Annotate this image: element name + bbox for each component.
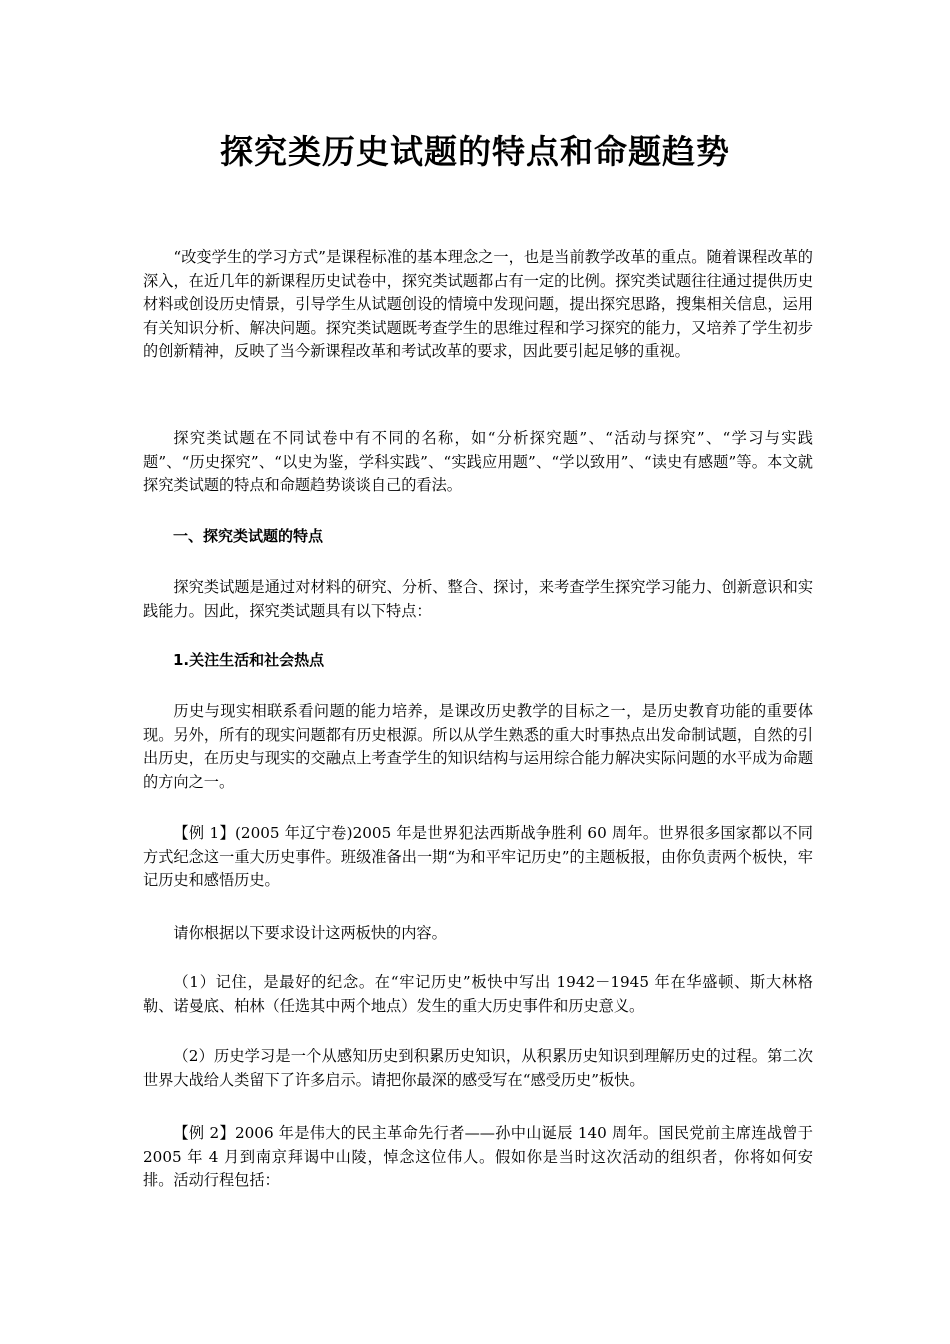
example-1-text: (2005 年辽宁卷)2005 年是世界犯法西斯战争胜利 60 周年。世界很多国家都以不同方式纪念这一重大历史事件。班级准备出一期“为和平牢记历史”的主题板报，由你负责两个板快，牢记历史和感悟历史。 bbox=[143, 824, 813, 889]
paragraph-history-reality: 历史与现实相联系看问题的能力培养，是课改历史教学的目标之一，是历史教育功能的重要体现。另外，所有的现实问题都有历史根源。所以从学生熟悉的重大时事热点出发命制试题，自然的引出历史，在历史与现实的交融点上考查学生的知识结构与运用综合能力解决实际问题的水平成为命题的方向之一。 bbox=[143, 702, 813, 791]
example-1-label: 【例 1】 bbox=[173, 824, 235, 842]
question-2: （2）历史学习是一个从感知历史到积累历史知识，从积累历史知识到理解历史的过程。第二次世界大战给人类留下了许多启示。请把你最深的感受写在“感受历史”板快。 bbox=[143, 1047, 813, 1089]
example-2-text: 2006 年是伟大的民主革命先行者——孙中山诞辰 140 周年。国民党前主席连战曾于 2005 年 4 月到南京拜谒中山陵，悼念这位伟人。假如你是当时这次活动的组织者，你将如何安排。活动行程包括： bbox=[143, 1124, 813, 1189]
subsection-heading-social-hotspots: 1.关注生活和社会热点 bbox=[173, 651, 325, 669]
paragraph-design-request: 请你根据以下要求设计这两板快的内容。 bbox=[173, 924, 447, 942]
document-title: 探究类历史试题的特点和命题趋势 bbox=[220, 132, 730, 171]
question-1: （1）记住，是最好的纪念。在“牢记历史”板快中写出 1942－1945 年在华盛顿、斯大林格勒、诺曼底、柏林（任选其中两个地点）发生的重大历史事件和历史意义。 bbox=[143, 973, 813, 1015]
paragraph-intro: “改变学生的学习方式”是课程标准的基本理念之一，也是当前教学改革的重点。随着课程改革的深入，在近几年的新课程历史试卷中，探究类试题都占有一定的比例。探究类试题往往通过提供历史材料或创设历史情景，引导学生从试题创设的情境中发现问题，提出探究思路，搜集相关信息，运用有关知识分析、解决问题。探究类试题既考查学生的思维过程和学习探究的能力，又培养了学生初步的创新精神，反映了当今新课程改革和考试改革的要求，因此要引起足够的重视。 bbox=[143, 248, 813, 360]
paragraph-features-intro: 探究类试题是通过对材料的研究、分析、整合、探讨，来考查学生探究学习能力、创新意识和实践能力。因此，探究类试题具有以下特点： bbox=[143, 578, 813, 620]
paragraph-names: 探究类试题在不同试卷中有不同的名称，如“分析探究题”、“活动与探究”、“学习与实践题”、“历史探究”、“以史为鉴，学科实践”、“实践应用题”、“学以致用”、“读史有感题”等。本文就探究类试题的特点和命题趋势谈谈自己的看法。 bbox=[143, 429, 813, 494]
example-1 bbox=[143, 822, 813, 893]
example-2-label: 【例 2】 bbox=[173, 1124, 235, 1142]
example-2 bbox=[143, 1122, 813, 1193]
section-heading-features: 一、探究类试题的特点 bbox=[173, 527, 324, 545]
